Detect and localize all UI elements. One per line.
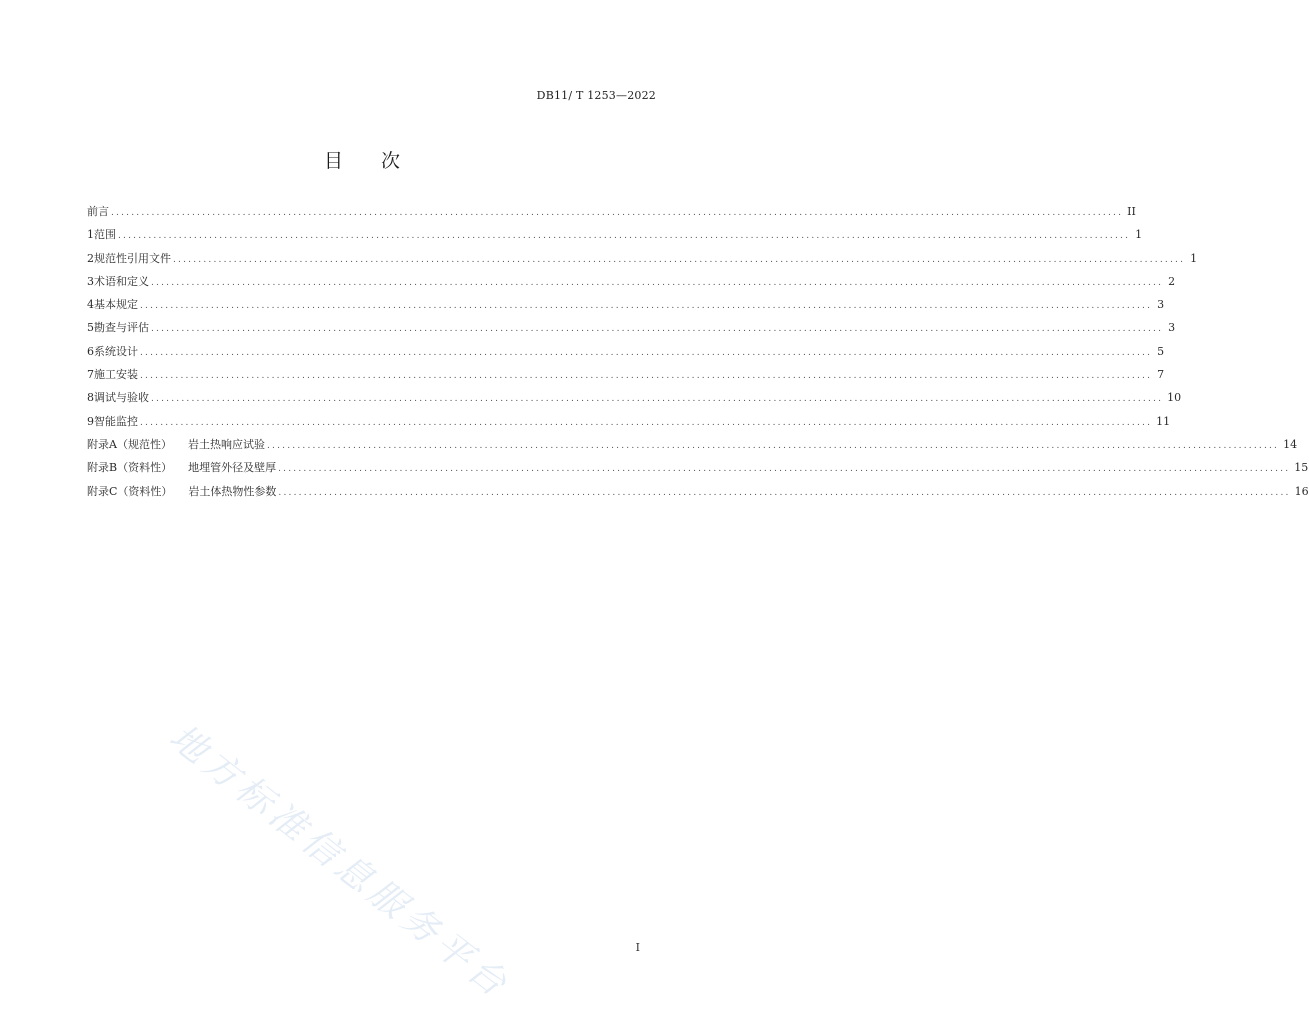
- toc-entry-number: 8: [87, 391, 94, 405]
- page-title: [0, 146, 724, 173]
- toc-entry-label: 智能监控: [94, 414, 138, 428]
- toc-entry-label: 基本规定: [94, 298, 138, 312]
- toc-entry-appendix-b[interactable]: [87, 459, 1309, 482]
- toc-entry-page: 11: [1156, 414, 1171, 428]
- toc-leader-dots: ........................................................................................................................................................................................................: [151, 324, 1164, 335]
- toc-entry-page: 16: [1294, 484, 1309, 498]
- toc-entry-page: 10: [1167, 391, 1182, 405]
- toc-entry-label: [87, 459, 276, 475]
- toc-leader-dots: ........................................................................................................................................................................................................: [173, 254, 1186, 265]
- watermark: 地方标准信息服务平台: [161, 716, 518, 1008]
- toc-entry-number: 5: [87, 321, 94, 335]
- table-of-contents: [87, 203, 1309, 506]
- toc-entry-number: 1: [87, 228, 94, 242]
- toc-entry-page: 3: [1157, 298, 1165, 312]
- appendix-designation: 附录C（资料性）: [87, 484, 173, 498]
- toc-entry-label: [87, 436, 265, 452]
- toc-entry-preface[interactable]: [87, 203, 1136, 226]
- page-number: I: [635, 941, 640, 954]
- toc-entry-label: 术语和定义: [94, 274, 149, 288]
- toc-entry-number: 4: [87, 298, 94, 312]
- appendix-title: 岩土体热物性参数: [188, 484, 277, 498]
- appendix-title: 地埋管外径及壁厚: [188, 461, 277, 475]
- toc-leader-dots: ........................................................................................................................................................................................................: [140, 347, 1153, 358]
- toc-leader-dots: ........................................................................................................................................................................................................: [111, 208, 1124, 218]
- page-title-char-2: 次: [381, 150, 401, 172]
- toc-entry-appendix-a[interactable]: [87, 436, 1298, 459]
- toc-entry-number: 7: [87, 368, 94, 382]
- toc-entry-number: 3: [87, 274, 94, 288]
- toc-entry-3[interactable]: [87, 273, 1176, 296]
- toc-leader-dots: ........................................................................................................................................................................................................: [140, 417, 1153, 428]
- toc-entry-9[interactable]: [87, 413, 1171, 436]
- toc-leader-dots: ........................................................................................................................................................................................................: [278, 487, 1291, 498]
- toc-entry-number: 6: [87, 344, 94, 358]
- standard-code: DB11/ T 1253—2022: [536, 89, 656, 102]
- toc-entry-label: [87, 483, 276, 499]
- toc-entry-page: 1: [1190, 251, 1198, 265]
- toc-entry-page: 3: [1168, 321, 1176, 335]
- toc-leader-dots: ........................................................................................................................................................................................................: [140, 301, 1153, 312]
- toc-entry-8[interactable]: [87, 389, 1182, 412]
- toc-entry-7[interactable]: [87, 366, 1165, 389]
- toc-entry-label: 前言: [87, 205, 109, 218]
- toc-leader-dots: ........................................................................................................................................................................................................: [278, 464, 1291, 475]
- toc-entry-number: 9: [87, 414, 94, 428]
- toc-leader-dots: ........................................................................................................................................................................................................: [151, 394, 1164, 405]
- toc-entry-page: 5: [1157, 344, 1165, 358]
- toc-entry-label: 范围: [94, 228, 116, 242]
- toc-leader-dots: ........................................................................................................................................................................................................: [118, 231, 1131, 242]
- toc-entry-5[interactable]: [87, 319, 1176, 342]
- page-title-char-1: 目: [323, 150, 343, 172]
- toc-entry-label: 调试与验收: [94, 391, 149, 405]
- toc-leader-dots: ........................................................................................................................................................................................................: [151, 277, 1164, 288]
- toc-entry-1[interactable]: [87, 226, 1143, 249]
- toc-entry-4[interactable]: [87, 296, 1165, 319]
- toc-entry-label: 施工安装: [94, 368, 138, 382]
- toc-entry-page: 14: [1283, 437, 1298, 451]
- toc-entry-page: 15: [1294, 461, 1309, 475]
- toc-entry-label: 系统设计: [94, 344, 138, 358]
- toc-entry-page: II: [1127, 205, 1136, 218]
- toc-entry-page: 2: [1168, 274, 1176, 288]
- toc-entry-appendix-c[interactable]: [87, 483, 1309, 506]
- toc-leader-dots: ........................................................................................................................................................................................................: [266, 440, 1280, 451]
- toc-entry-2[interactable]: [87, 250, 1198, 273]
- toc-entry-label: 规范性引用文件: [94, 251, 171, 265]
- toc-entry-6[interactable]: [87, 343, 1165, 366]
- toc-entry-label: 勘查与评估: [94, 321, 149, 335]
- appendix-designation: 附录B（资料性）: [87, 461, 173, 475]
- appendix-designation: 附录A（规范性）: [87, 437, 172, 451]
- toc-entry-page: 1: [1135, 228, 1143, 242]
- appendix-title: 岩土热响应试验: [187, 437, 265, 451]
- toc-entry-page: 7: [1157, 368, 1165, 382]
- toc-leader-dots: ........................................................................................................................................................................................................: [140, 371, 1153, 382]
- toc-entry-number: 2: [87, 251, 94, 265]
